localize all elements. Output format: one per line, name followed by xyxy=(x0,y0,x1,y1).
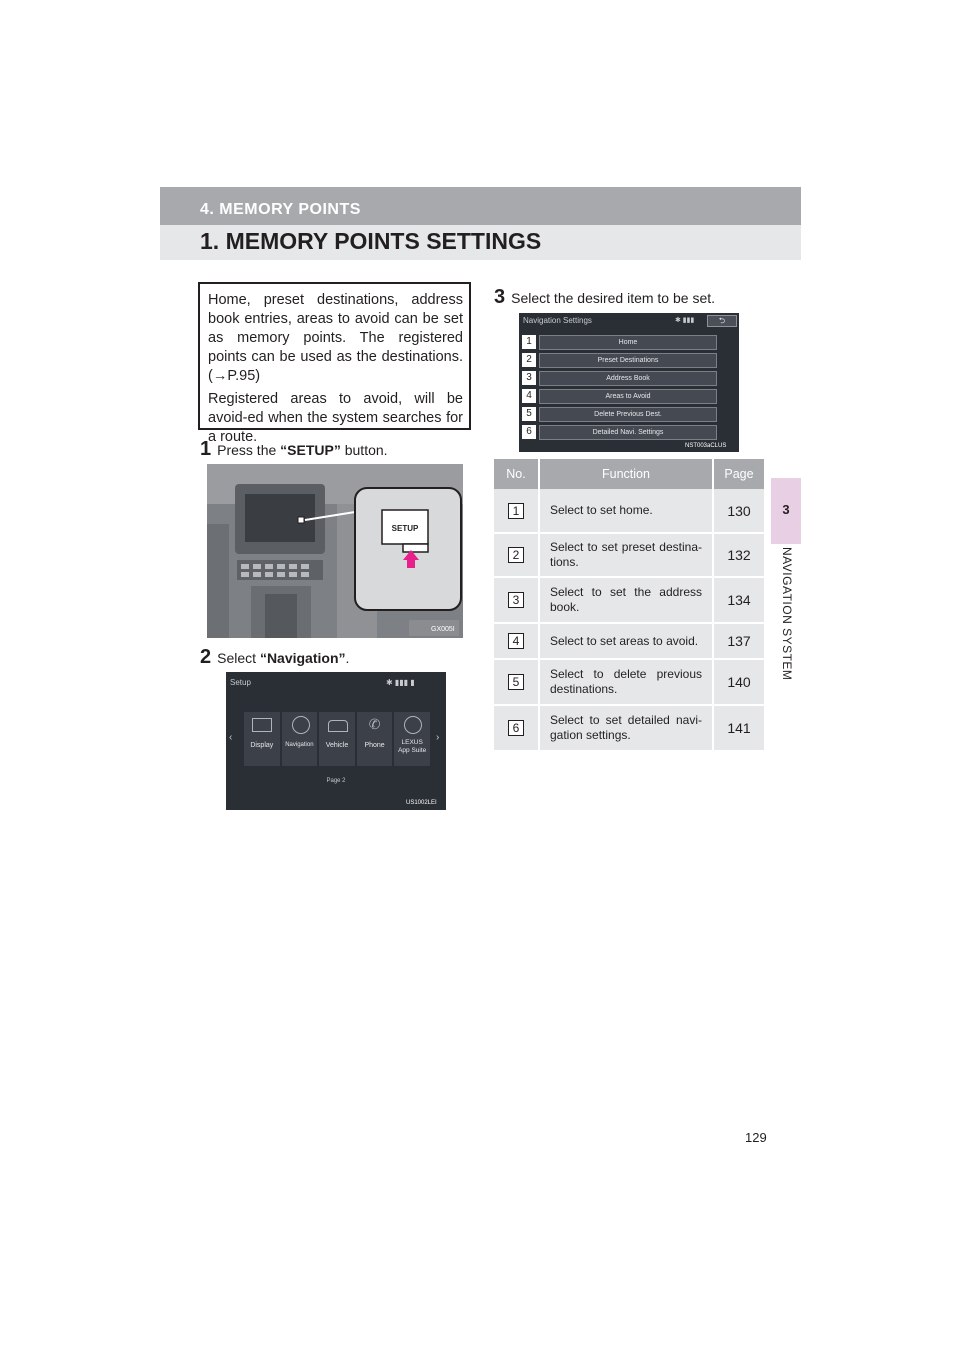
step-1-number: 1 xyxy=(200,438,212,460)
section-header xyxy=(160,225,801,260)
scroll-right-icon: › xyxy=(436,732,440,743)
table-row xyxy=(494,623,764,659)
navigation-icon xyxy=(292,716,310,734)
setup-item-display[interactable] xyxy=(244,712,280,766)
intro-box xyxy=(198,282,471,445)
row-page: 140 xyxy=(713,659,764,705)
setup-page-label: Page 2 xyxy=(326,778,346,784)
setup-item-navigation[interactable] xyxy=(282,712,318,766)
setup-item-vehicle-label: Vehicle xyxy=(325,742,349,749)
table-header-row xyxy=(494,459,764,489)
step-3 xyxy=(494,286,715,309)
setup-item-display-label: Display xyxy=(250,742,274,749)
setup-screen xyxy=(226,672,446,810)
table-row xyxy=(494,705,764,751)
row-page: 130 xyxy=(713,489,764,533)
row-function: Select to delete previous destinations. xyxy=(539,659,713,705)
row-function: Select to set home. xyxy=(539,489,713,533)
step-1-post: button. xyxy=(340,442,388,458)
setup-item-navigation-label: Navigation xyxy=(285,742,314,748)
chapter-tab xyxy=(771,478,801,544)
table-row xyxy=(494,577,764,623)
intro-paragraph-1: Home, preset destinations, address book entries, areas to avoid can be set as memory points. The registered points can be used as the destinations. (→P.95) xyxy=(208,292,463,384)
back-button[interactable]: ⮌ xyxy=(707,315,737,327)
setup-menu-row xyxy=(244,712,430,766)
chapter-tab-number: 3 xyxy=(782,502,790,517)
column-header-function: Function xyxy=(539,459,713,489)
lexus-logo-icon xyxy=(404,716,422,734)
setup-item-phone[interactable] xyxy=(357,712,393,766)
setup-item-phone-label: Phone xyxy=(364,742,385,749)
function-table xyxy=(494,459,764,752)
step-3-pre: Select the desired item to be set. xyxy=(511,290,716,306)
status-icons: ✱ ▮▮▮ ▮ xyxy=(386,678,415,687)
step-2-bold: “Navigation” xyxy=(259,650,346,666)
row-number: 6 xyxy=(508,720,524,736)
step-3-number: 3 xyxy=(494,286,506,308)
setup-item-vehicle[interactable] xyxy=(319,712,355,766)
screen-number-5: 5 xyxy=(522,407,536,421)
nav-item-areas-to-avoid[interactable]: Areas to Avoid xyxy=(539,389,717,404)
screen-number-2: 2 xyxy=(522,353,536,367)
setup-button-label: SETUP xyxy=(391,524,419,533)
row-function: Select to set detailed navi-gation settings. xyxy=(539,705,713,751)
row-page: 134 xyxy=(713,577,764,623)
figure-2-code: US1002LEI xyxy=(406,800,437,806)
section-title: 1. MEMORY POINTS SETTINGS xyxy=(200,228,542,254)
screen-number-1: 1 xyxy=(522,335,536,349)
nav-item-delete-previous-dest[interactable]: Delete Previous Dest. xyxy=(539,407,717,422)
step-2-post: . xyxy=(345,650,350,666)
page-number: 129 xyxy=(745,1130,767,1145)
step-1-pre: Press the xyxy=(217,442,281,458)
row-number: 4 xyxy=(508,633,524,649)
chapter-header xyxy=(160,187,801,225)
column-header-page: Page xyxy=(713,459,764,489)
section-side-label xyxy=(773,547,797,712)
chapter-title: 4. MEMORY POINTS xyxy=(200,201,361,218)
step-2-number: 2 xyxy=(200,646,212,668)
row-function: Select to set areas to avoid. xyxy=(539,623,713,659)
row-page: 141 xyxy=(713,705,764,751)
setup-screen-title: Setup xyxy=(230,678,251,687)
step-1 xyxy=(200,438,388,461)
row-page: 137 xyxy=(713,623,764,659)
table-row xyxy=(494,659,764,705)
navigation-settings-screen xyxy=(519,313,739,452)
nav-settings-title: Navigation Settings xyxy=(523,316,592,325)
screen-number-4: 4 xyxy=(522,389,536,403)
nav-item-preset-destinations[interactable]: Preset Destinations xyxy=(539,353,717,368)
setup-item-lexus-label: LEXUS App Suite xyxy=(398,739,427,754)
column-header-no: No. xyxy=(494,459,539,489)
row-page: 132 xyxy=(713,533,764,577)
dashboard-photo xyxy=(207,464,463,638)
screen-number-6: 6 xyxy=(522,425,536,439)
row-function: Select to set preset destina-tions. xyxy=(539,533,713,577)
figure-3-code: NST003aCLUS xyxy=(685,443,727,449)
row-number: 1 xyxy=(508,503,524,519)
nav-item-home[interactable]: Home xyxy=(539,335,717,350)
step-2 xyxy=(200,646,349,669)
dashboard-illustration xyxy=(207,464,463,638)
intro-paragraph-2: Registered areas to avoid, will be avoid-ed when the system searches for a route. xyxy=(208,391,463,445)
vehicle-icon xyxy=(328,720,348,732)
phone-icon: ✆ xyxy=(368,716,381,732)
display-icon xyxy=(252,718,272,732)
status-icons: ✱ ▮▮▮ xyxy=(675,317,695,324)
table-row xyxy=(494,533,764,577)
row-function: Select to set the address book. xyxy=(539,577,713,623)
setup-item-lexus-app-suite[interactable] xyxy=(394,712,430,766)
screen-number-3: 3 xyxy=(522,371,536,385)
row-number: 3 xyxy=(508,592,524,608)
nav-item-detailed-navi-settings[interactable]: Detailed Navi. Settings xyxy=(539,425,717,440)
table-row xyxy=(494,489,764,533)
step-2-pre: Select xyxy=(217,650,260,666)
row-number: 2 xyxy=(508,547,524,563)
step-1-bold: “SETUP” xyxy=(280,442,341,458)
row-number: 5 xyxy=(508,674,524,690)
figure-1-code: GX005I xyxy=(431,626,455,633)
section-side-label-text: NAVIGATION SYSTEM xyxy=(780,547,794,681)
scroll-left-icon: ‹ xyxy=(229,732,233,743)
nav-item-address-book[interactable]: Address Book xyxy=(539,371,717,386)
